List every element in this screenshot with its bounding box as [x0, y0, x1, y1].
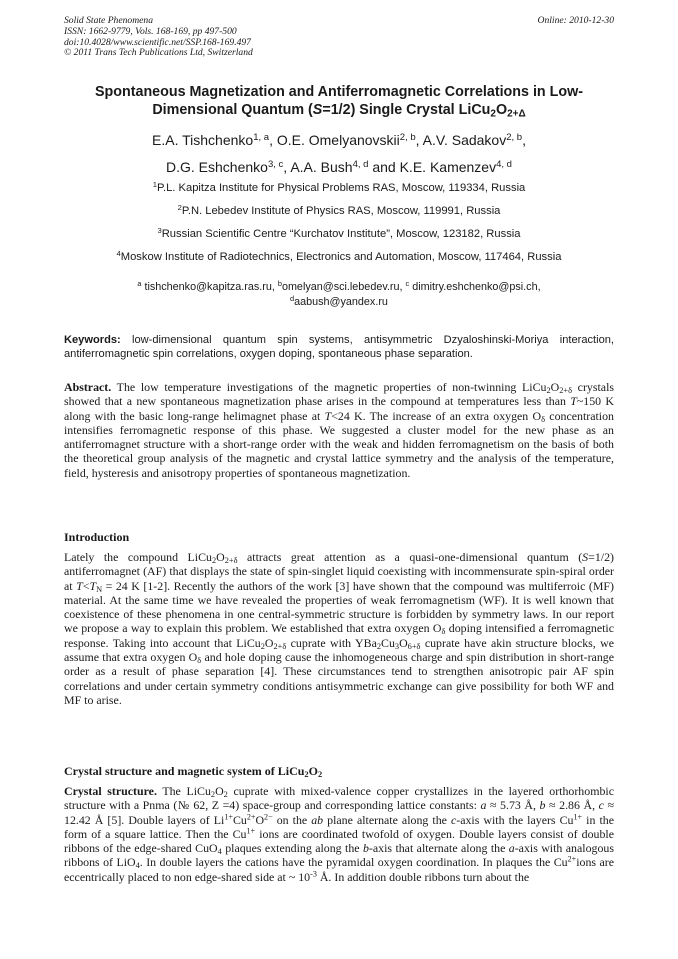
author-name: A.V. Sadakov — [422, 132, 507, 148]
affiliation-list — [30, 177, 648, 269]
affiliation: $^2$P.N. Lebedev Institute of Physics RAS, Moscow, 119991, Russia — [177, 202, 501, 217]
email-address[interactable]: tishchenko@kapitza.ras.ru — [144, 281, 272, 293]
paper-title: Spontaneous Magnetization and Antiferromagnetic Correlations in Low- Dimensional Quantum (S=1/2) Single Crystal $LiCu_2O_{2+\Delta}$ — [95, 84, 583, 120]
section-heading-crystal: Crystal structure and magnetic system of $LiCu_2O_2$ — [64, 764, 323, 780]
copyright-line: © 2011 Trans Tech Publications Ltd, Switzerland — [64, 47, 253, 59]
email-list: $^a$ tishchenko@kapitza.ras.ru, $^b$omelyan@sci.lebedev.ru, $^c$ dimitry.eshchenko@psi.ch, $^d$aabush@yandex.ru — [137, 278, 541, 308]
email-address[interactable]: omelyan@sci.lebedev.ru — [281, 281, 400, 293]
abstract: Abstract. The low temperature investigations of the magnetic properties of non-twinning $LiCu_2O_{2+\delta}$ crystals showed that a new spontaneous magnetization phase arises in the compound at temperatures less than T~150 K along with the basic long-range helimagnet phase at T<24 K. The increase of an extra oxygen $O_\delta$ concentration intensifies ferromagnetic response of this phase. We suggested a cluster model for the new phase as an antiferromagnet structure with a short-range order with the weak and hidden ferromagnetism on the basis of both the theoretical group analysis of the magnetic and crystal lattice symmetry and the analysis of the temperature, field, hysteresis and anisotropy properties of spontaneous magnetization. — [64, 380, 615, 480]
journal-name: Solid State Phenomena — [64, 15, 153, 26]
doi-line: doi:10.4028/www.scientific.net/SSP.168-169.497 — [64, 36, 251, 48]
email-address[interactable]: aabush@yandex.ru — [294, 295, 388, 308]
online-date: Online: 2010-12-30 — [537, 15, 614, 26]
journal-header — [64, 16, 614, 59]
crystal-structure-text: Crystal structure. The $LiCu_2O_2$ cuprate with mixed-valence copper crystallizes in the layered orthorhombic structure with a Pnma (№ 62, Z =4) space-group and corresponding lattice constants: a ≈ 5.73 Å, b ≈ 2.86 Å, c ≈ 12.42 Å [5]. Double layers of $Li^{1+}Cu^{2+}O^{2-}$ on the ab plane alternate along the c-axis with the layers $Cu^{1+}$ in the form of a square lattice. Then the $Cu^{1+}$ ions are coordinated twofold of oxygen. Double layers consist of double ribbons of the edge-shared CuO$_4$ plaques extending along the b-axis that alternate along the a-axis with analogous ribbons of LiO$_4$. In double layers the cations have the pyramidal oxygen coordination. In plaques the $Cu^{2+}ions$ are eccentrically placed to non edge-shared side at ~ $10^{-3}$ Å. In addition double ribbons turn about the — [64, 784, 614, 884]
keywords: Keywords: low-dimensional quantum spin systems, antisymmetric Dzyaloshinski-Moriya interaction, antiferromagnetic spin correlations, oxygen doping, spontaneous phase separation. — [64, 334, 614, 360]
author-name: A.A. Bush — [290, 159, 353, 175]
section-heading-introduction: Introduction — [64, 530, 130, 544]
issn-line: ISSN: 1662-9779, Vols. 168-169, pp 497-500 — [64, 25, 237, 37]
email-address[interactable]: dimitry.eshchenko@psi.ch — [412, 281, 538, 293]
author-name: D.G. Eshchenko — [166, 159, 268, 175]
affiliation: $^1$P.L. Kapitza Institute for Physical Problems RAS, Moscow, 119334, Russia — [152, 179, 526, 194]
affiliation: $^4$Moskow Institute of Radiotechnics, Electronics and Automation, Moscow, 117464, Russia — [116, 248, 562, 263]
author-name: O.E. Omelyanovskii — [276, 132, 400, 148]
affiliation: $^3$Russian Scientific Centre “Kurchatov Institute”, Moscow, 123182, Russia — [157, 225, 521, 240]
author-name: K.E. Kamenzev — [399, 159, 497, 175]
author-list: E.A. Tishchenko$^{1, a}$, O.E. Omelyanovskii$^{2, b}$, A.V. Sadakov$^{2, b}$, D.G. Eshchenko$^{3, c}$, A.A. Bush$^{4, d}$ and K.E. Kamenzev$^{4, d}$ — [152, 131, 526, 175]
introduction-text: Lately the compound $LiCu_2O_{2+\delta}$ attracts great attention as a quasi-one-dimensional quantum (S=1/2) antiferromagnet (AF) that displays the state of spin-singlet liquid coexisting with incommensurate spin-spiral order at $T<T_N = 24$ K [1-2]. Recently the authors of the work [3] have shown that the compound was multiferroic (MF) material. At the same time we have revealed the properties of weak ferromagnetism (WF). It is well known that coexistence of these phenomena in one central-symmetric structure is forbidden by symmetry laws. In our report we propose a way to explain this problem. We established that extra oxygen $O_\delta$ doping intensified a ferromagnetic response. Taking into account that $LiCu_2O_{2+\delta}$ cuprate with $YBa_2Cu_3O_{6+\delta}$ cuprate have akin structure blocks, we assume that extra oxygen $O_\delta$ and hole doping cause the inhomogeneous charge and spin distribution in short-range order as a result of phase separation [4]. These circumstances tend to strengthen anisotropic pair AF spin correlations and under certain symmetry conditions antisymmetric exchange can give possibility for both WF and MF to arise. — [64, 550, 614, 707]
author-name: E.A. Tishchenko — [152, 132, 254, 148]
